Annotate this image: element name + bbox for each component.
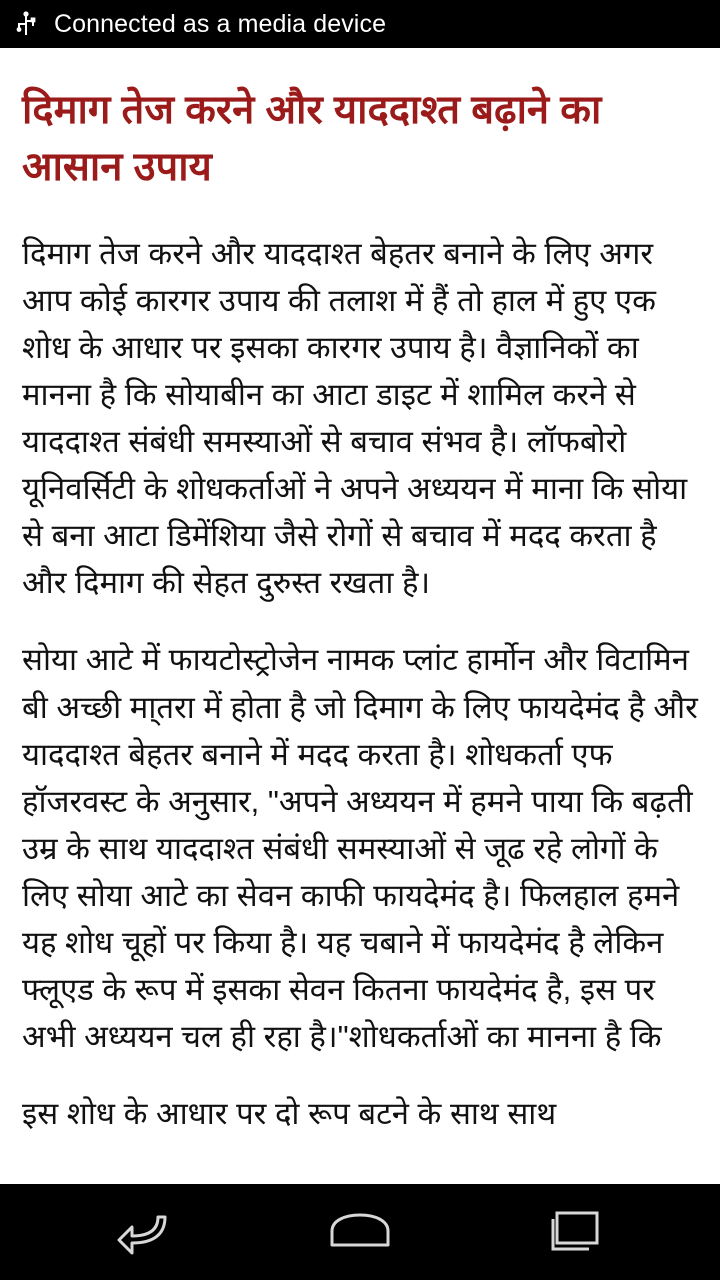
navigation-bar xyxy=(0,1184,720,1280)
home-button[interactable] xyxy=(300,1200,420,1264)
content-clip-edge xyxy=(0,1174,720,1184)
recents-button[interactable] xyxy=(513,1200,633,1264)
article-paragraph: इस शोध के आधार पर दो रूप बटने के साथ साथ xyxy=(22,1096,557,1132)
home-icon xyxy=(328,1211,392,1253)
status-text: Connected as a media device xyxy=(54,9,387,38)
article-paragraph: दिमाग तेज करने और याददाश्त बेहतर बनाने के लिए अगर आप कोई कारगर उपाय की तलाश में हैं तो हाल में हुए एक शोध के आधार पर इसका कारगर उपाय है। वैज्ञानिकों का मानना है कि सोयाबीन का आटा डाइट में शामिल करने से याददाश्त संबंधी समस्याओं से बचाव संभव है। लॉफबोरो यूनिवर्सिटी के शोधकर्ताओं ने अपने अध्ययन में माना कि सोया से बना आटा डिमेंशिया जैसे रोगों से बचाव में मदद करता है और दिमाग की सेहत दुरुस्त रखता है। xyxy=(22,235,688,601)
back-button[interactable] xyxy=(87,1200,207,1264)
article-paragraph: सोया आटे में फायटोस्ट्रोजेन नामक प्लांट हार्मोन और विटामिन बी अच्छी मा्तरा में होता है जो दिमाग के लिए फायदेमंद है और याददाश्त बेहतर बनाने में मदद करता है। शोधकर्ता एफ हॉजरवस्ट के अनुसार, "अपने अध्ययन में हमने पाया कि बढ़ती उम्र के साथ याददाश्त संबंधी समस्याओं से जूढ रहे लोगों के लिए सोया आटे का सेवन काफी फायदेमंद है। फिलहाल हमने यह शोध चूहों पर किया है। यह चबाने में फायदेमंद है लेकिन फ्लूएड के रूप में इसका सेवन कितना फायदेमंद है, इस पर अभी अध्ययन चल ही रहा है।"शोधकर्ताओं का मानना है कि xyxy=(22,642,698,1055)
page-title: दिमाग तेज करने और याददाश्त बढ़ाने का आसान उपाय xyxy=(22,88,602,189)
usb-icon xyxy=(14,11,38,37)
status-bar xyxy=(0,0,720,48)
article-content[interactable] xyxy=(0,48,720,1184)
recents-icon xyxy=(545,1209,601,1255)
back-arrow-icon xyxy=(116,1209,178,1255)
